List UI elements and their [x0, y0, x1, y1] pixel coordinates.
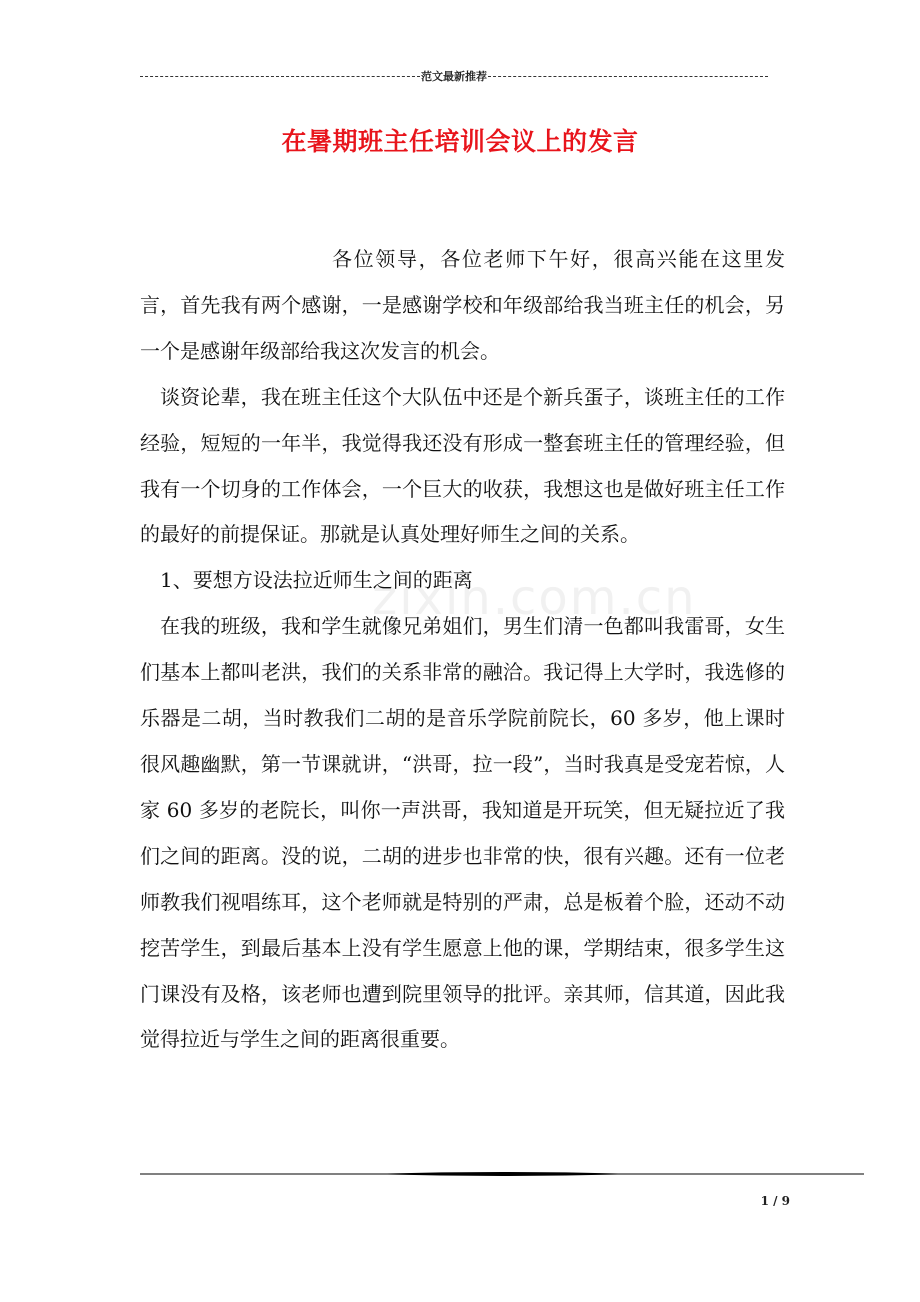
footer-rule	[140, 1170, 864, 1178]
page-header	[140, 68, 768, 84]
page-number: 1 / 9	[760, 1194, 790, 1208]
header-dash-right	[488, 76, 768, 77]
watermark: zixin.com.cn	[372, 570, 697, 626]
paragraph-greeting: 各位领导，各位老师下午好，很高兴能在这里发言，首先我有两个感谢，一是感谢学校和年级部给我当班主任的机会，另一个是感谢年级部给我这次发言的机会。	[140, 247, 785, 363]
paragraph-story: 在我的班级，我和学生就像兄弟姐们，男生们清一色都叫我雷哥，女生们基本上都叫老洪，我们的关系非常的融洽。我记得上大学时，我选修的乐器是二胡，当时教我们二胡的是音乐学院前院长，60 多岁，他上课时很风趣幽默，第一节课就讲，“洪哥，拉一段”，当时我真是受宠若惊，人家 60 多岁的老院长，叫你一声洪哥，我知道是开玩笑，但无疑拉近了我们之间的距离。没的说，二胡的进步也非常的快，很有兴趣。还有一位老师教我们视唱练耳，这个老师就是特别的严肃，总是板着个脸，还动不动挖苦学生，到最后基本上没有学生愿意上他的课，学期结束，很多学生这门课没有及格，该老师也遭到院里领导的批评。亲其师，信其道，因此我觉得拉近与学生之间的距离很重要。	[140, 614, 785, 1052]
header-label: 范文最新推荐	[421, 70, 487, 83]
section-heading-1: 1、要想方设法拉近师生之间的距离	[160, 568, 473, 593]
paragraph-intro: 谈资论辈，我在班主任这个大队伍中还是个新兵蛋子，谈班主任的工作经验，短短的一年半，我觉得我还没有形成一整套班主任的管理经验，但我有一个切身的工作体会，一个巨大的收获，我想这也是做好班主任工作的最好的前提保证。那就是认真处理好师生之间的关系。	[140, 384, 785, 547]
header-dash-left	[140, 76, 420, 77]
document-title: 在暑期班主任培训会议上的发言	[281, 127, 639, 156]
document-body	[140, 237, 785, 1063]
